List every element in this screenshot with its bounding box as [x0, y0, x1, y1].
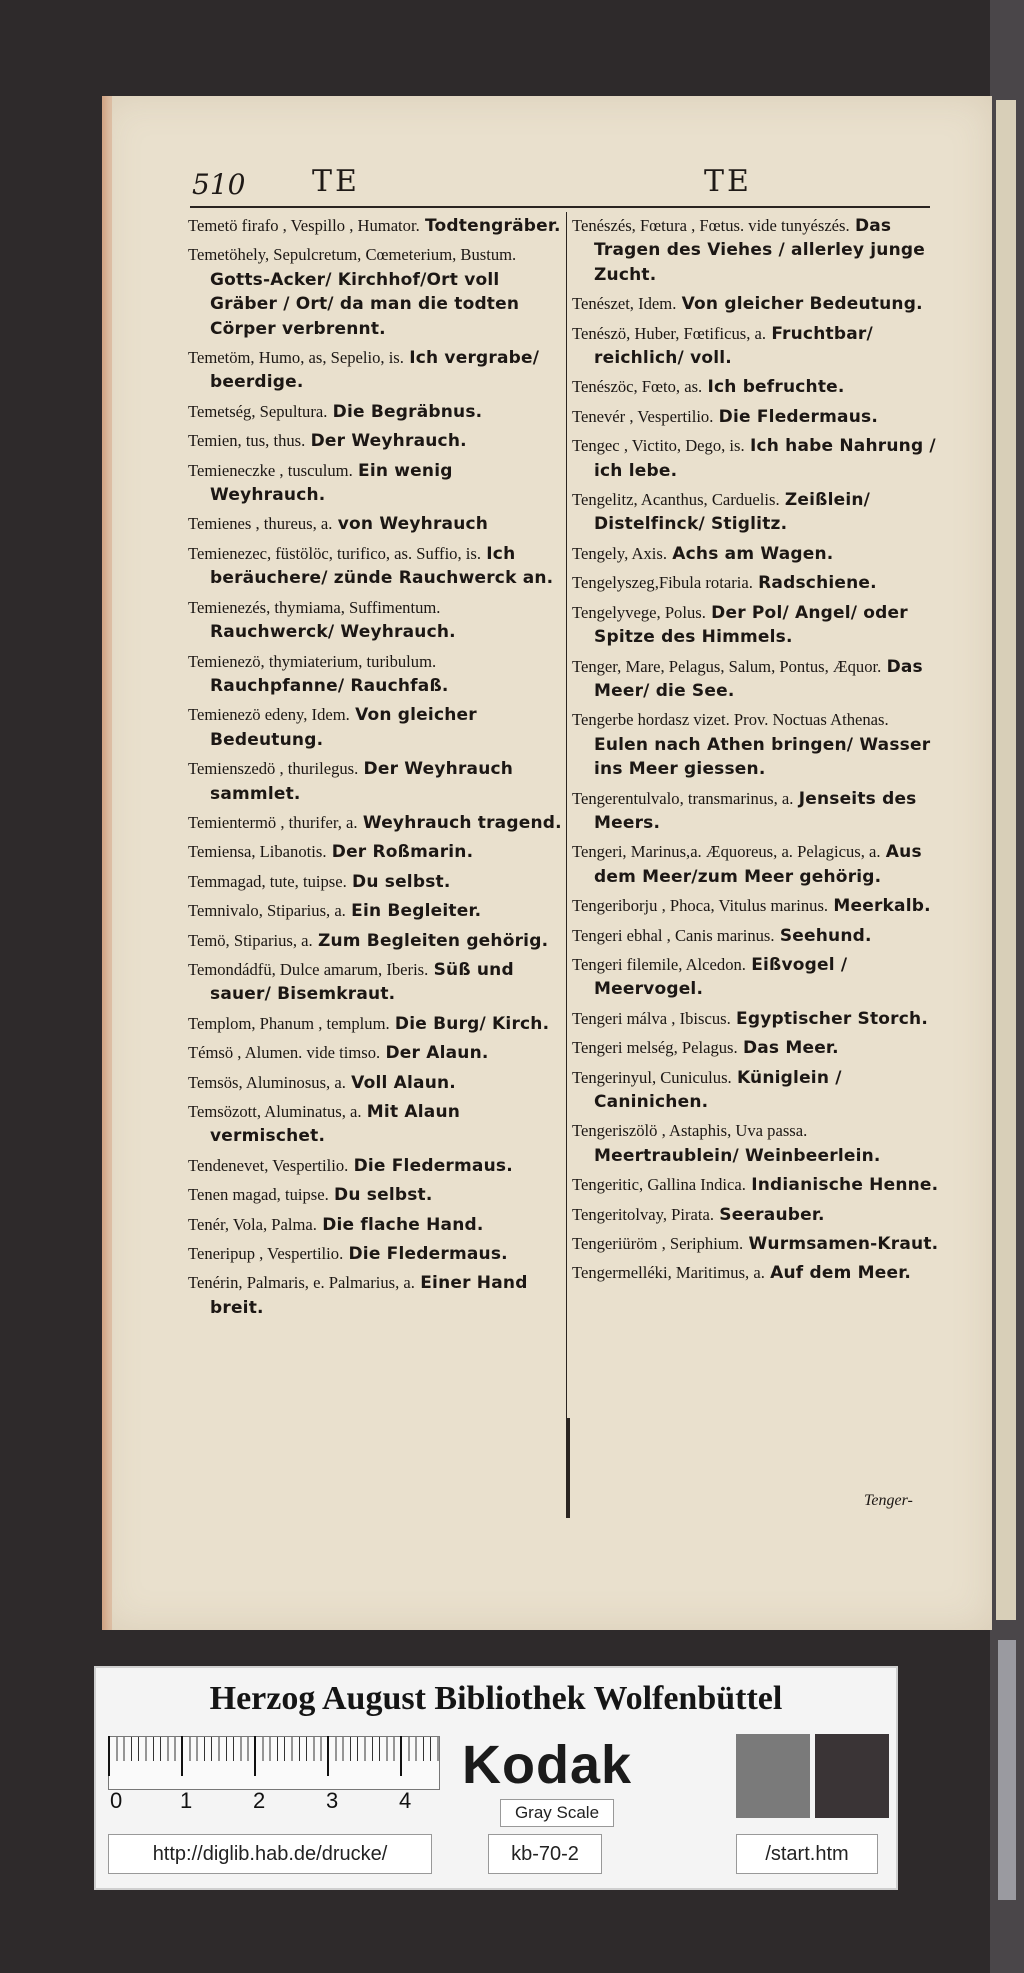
entry-german: Rauchwerck/ Weyhrauch. — [210, 622, 456, 643]
entry-latin: Temienezö edeny, Idem. — [188, 705, 350, 725]
dictionary-entry — [188, 650, 564, 699]
entry-latin: Témsö , Alumen. vide timso. — [188, 1043, 381, 1063]
entry-latin: Temetöm, Humo, as, Sepelio, is. — [188, 348, 404, 368]
entry-latin: Temetség, Sepultura. — [188, 401, 328, 421]
entry-latin: Tenevér , Vespertilio. — [572, 406, 714, 426]
dictionary-entry — [572, 375, 942, 399]
entry-latin: Temienszedö , thurilegus. — [188, 759, 359, 779]
entry-german: Ich vergrabe/ beerdige. — [210, 348, 540, 393]
entry-latin: Temsös, Aluminosus, a. — [188, 1072, 346, 1092]
entry-german: von Weyhrauch — [337, 514, 489, 535]
entry-latin: Tenészet, Idem. — [572, 294, 677, 314]
dictionary-entry — [572, 924, 942, 948]
dictionary-entry — [188, 596, 564, 645]
ruler-major-tick — [400, 1736, 402, 1776]
entry-german: Das Meer/ die See. — [594, 656, 923, 701]
entry-latin: Tenen magad, tuipse. — [188, 1185, 329, 1205]
dictionary-entry — [188, 1041, 564, 1065]
entry-latin: Tengermelléki, Maritimus, a. — [572, 1263, 765, 1283]
entry-latin: Temö, Stiparius, a. — [188, 930, 313, 950]
ruler-label: 2 — [253, 1788, 266, 1813]
entry-german: Ein Begleiter. — [351, 901, 482, 922]
entry-german: Die Fledermaus. — [348, 1244, 508, 1265]
dictionary-entry — [188, 811, 564, 835]
dictionary-entry — [188, 429, 564, 453]
entry-german: Der Pol/ Angel/ oder Spitze des Himmels. — [594, 602, 908, 648]
entry-latin: Tengerentulvalo, transmarinus, a. — [572, 788, 794, 808]
dictionary-entry — [188, 1242, 564, 1266]
entry-german: Eißvogel / Meervogel. — [594, 954, 848, 1000]
ruler-frame — [108, 1736, 440, 1790]
ruler-label: 0 — [110, 1788, 123, 1813]
dictionary-entry — [188, 400, 564, 424]
catchword: Tenger- — [864, 1492, 913, 1509]
ruler-ticks — [109, 1737, 439, 1761]
entry-latin: Tengeritolvay, Pirata. — [572, 1204, 714, 1224]
entry-german: Aus dem Meer/zum Meer gehörig. — [594, 842, 922, 887]
dictionary-entry — [572, 322, 942, 371]
entry-german: Voll Alaun. — [351, 1072, 456, 1093]
entry-latin: Tendenevet, Vespertilio. — [188, 1155, 349, 1175]
entry-german: Auf dem Meer. — [770, 1263, 912, 1284]
ruler-major-tick — [108, 1736, 110, 1776]
right-column — [572, 214, 942, 1291]
entry-latin: Temiensa, Libanotis. — [188, 842, 327, 862]
entry-latin: Temsözott, Aluminatus, a. — [188, 1102, 362, 1121]
entry-latin: Tenér, Vola, Palma. — [188, 1214, 317, 1234]
entry-latin: Tengelyvege, Polus. — [572, 602, 706, 622]
kodak-logo: Kodak — [462, 1735, 633, 1795]
dictionary-entry — [572, 214, 942, 287]
entry-german: Gotts-Acker/ Kirchhof/Ort voll Gräber / Ort/ da man die todten Cörper verbrennt. — [210, 269, 520, 339]
entry-german: Von gleicher Bedeutung. — [681, 294, 923, 315]
entry-latin: Tengelyszeg,Fibula rotaria. — [572, 573, 753, 593]
entry-german: Achs am Wagen. — [672, 543, 834, 564]
entry-german: Die Fledermaus. — [353, 1155, 513, 1176]
entry-german: Radschiene. — [758, 573, 877, 594]
entry-latin: Temetö firafo , Vespillo , Humator. — [188, 216, 420, 235]
library-title: Herzog August Bibliothek Wolfenbüttel — [209, 1680, 783, 1717]
dictionary-entry — [572, 1066, 942, 1115]
entry-german: Mit Alaun vermischet. — [210, 1102, 461, 1147]
shelfmark-label: kb-70-2 — [488, 1834, 602, 1874]
entry-german: Die Burg/ Kirch. — [394, 1013, 550, 1034]
entry-latin: Tengeri filemile, Alcedon. — [572, 954, 746, 974]
entry-german: Meerkalb. — [833, 896, 931, 917]
column-divider — [566, 212, 568, 1517]
entry-german: Egyptischer Storch. — [736, 1008, 929, 1029]
source-url-link[interactable]: http://diglib.hab.de/drucke/ — [108, 1834, 432, 1874]
entry-german: Die flache Hand. — [322, 1214, 484, 1235]
entry-german: Seerauber. — [719, 1204, 825, 1225]
entry-latin: Tenészöc, Fœto, as. — [572, 377, 703, 397]
entry-german: Die Fledermaus. — [718, 406, 878, 427]
dictionary-entry — [188, 214, 564, 238]
column-divider-heavy — [566, 1418, 570, 1518]
dictionary-entry — [188, 958, 564, 1007]
entry-german: Eulen nach Athen bringen/ Wasser ins Meer giessen. — [594, 734, 931, 780]
entry-latin: Temienezés, thymiama, Suffimentum. — [188, 597, 441, 617]
dictionary-entry — [572, 405, 942, 429]
library-banner — [94, 1666, 898, 1890]
entry-german: Fruchtbar/ reichlich/ voll. — [594, 323, 873, 369]
ruler-label: 1 — [180, 1788, 193, 1813]
dictionary-entry — [188, 1154, 564, 1178]
entry-german: Der Roßmarin. — [331, 842, 474, 863]
entry-latin: Tenészés, Fœtura , Fœtus. vide tunyészés. — [572, 216, 850, 235]
dictionary-entry — [188, 703, 564, 752]
dictionary-entry — [188, 512, 564, 536]
entry-latin: Teneripup , Vespertilio. — [188, 1244, 344, 1264]
page-header — [190, 160, 930, 210]
scale-ruler — [108, 1736, 438, 1812]
entry-latin: Tenérin, Palmaris, e. Palmarius, a. — [188, 1273, 415, 1293]
ruler-major-tick — [327, 1736, 329, 1776]
dictionary-entry — [188, 1012, 564, 1036]
dictionary-entry — [188, 542, 564, 591]
entry-german: Ich habe Nahrung / ich lebe. — [594, 436, 936, 481]
dictionary-entry — [572, 292, 942, 316]
dictionary-entry — [188, 840, 564, 864]
dictionary-entry — [572, 953, 942, 1002]
dictionary-entry — [188, 1100, 564, 1149]
dictionary-entry — [572, 1261, 942, 1285]
entry-latin: Tengerinyul, Cuniculus. — [572, 1067, 732, 1087]
dictionary-entry — [188, 1271, 564, 1320]
dictionary-entry — [572, 488, 942, 537]
adjacent-page-sliver — [996, 100, 1016, 1620]
dictionary-entry — [572, 840, 942, 889]
entry-german: Zeißlein/ Distelfinck/ Stiglitz. — [594, 490, 871, 535]
dictionary-entry — [572, 1119, 942, 1168]
dictionary-entry — [188, 346, 564, 395]
gray-scale-label: Gray Scale — [500, 1799, 614, 1827]
gray-swatch-mid — [736, 1734, 810, 1818]
dictionary-entry — [572, 1173, 942, 1197]
entry-german: Todtengräber. — [425, 216, 561, 236]
entry-latin: Tengeri málva , Ibiscus. — [572, 1008, 731, 1028]
entry-german: Du selbst. — [352, 871, 451, 892]
entry-latin: Temienezö, thymiaterium, turibulum. — [188, 651, 437, 671]
dictionary-entry — [188, 899, 564, 923]
entry-latin: Temientermö , thurifer, a. — [188, 812, 358, 832]
entry-latin: Tengerbe hordasz vizet. Prov. Noctuas Athenas. — [572, 710, 889, 730]
ruler-major-tick — [254, 1736, 256, 1776]
entry-latin: Tengeriüröm , Seriphium. — [572, 1234, 744, 1254]
entry-latin: Tengely, Axis. — [572, 543, 668, 563]
entry-latin: Templom, Phanum , templum. — [188, 1013, 390, 1033]
page-gutter-edge — [102, 96, 112, 1630]
entry-latin: Tenészö, Huber, Fœtificus, a. — [572, 323, 767, 343]
entry-latin: Temienezec, füstölöc, turifico, as. Suffio, is. — [188, 543, 481, 563]
gray-swatch-dark — [815, 1734, 889, 1818]
dictionary-entry — [188, 929, 564, 953]
dictionary-entry — [572, 894, 942, 918]
entry-german: Meertraublein/ Weinbeerlein. — [594, 1145, 881, 1166]
entry-german: Küniglein / Caninichen. — [594, 1067, 842, 1112]
dictionary-entry — [572, 1007, 942, 1031]
ruler-label: 3 — [326, 1788, 339, 1813]
entry-german: Weyhrauch tragend. — [362, 812, 562, 833]
entry-latin: Temondádfü, Dulce amarum, Iberis. — [188, 959, 429, 979]
ruler-label: 4 — [399, 1788, 412, 1813]
start-page-link[interactable]: /start.htm — [736, 1834, 878, 1874]
dictionary-entry — [188, 1183, 564, 1207]
background-right-edge — [990, 0, 1024, 1973]
dictionary-entry — [188, 757, 564, 806]
entry-latin: Tengeri ebhal , Canis marinus. — [572, 925, 775, 945]
entry-latin: Tenger, Mare, Pelagus, Salum, Pontus, Æquor. — [572, 656, 882, 676]
dictionary-entry — [572, 708, 942, 781]
entry-german: Das Tragen des Viehes / allerley junge Zucht. — [594, 216, 925, 285]
entry-german: Du selbst. — [334, 1185, 433, 1206]
left-column — [188, 214, 564, 1325]
dictionary-entry — [572, 601, 942, 650]
dictionary-entry — [188, 243, 564, 341]
page-number: 510 — [192, 168, 246, 201]
entry-latin: Temnivalo, Stiparius, a. — [188, 901, 346, 921]
ruler-major-tick — [181, 1736, 183, 1776]
entry-latin: Temien, tus, thus. — [188, 431, 306, 451]
dictionary-entry — [188, 1071, 564, 1095]
header-rule — [190, 206, 930, 208]
entry-german: Seehund. — [779, 925, 872, 946]
dictionary-entry — [188, 870, 564, 894]
entry-german: Wurmsamen-Kraut. — [748, 1234, 939, 1255]
dictionary-entry — [572, 542, 942, 566]
entry-german: Jenseits des Meers. — [594, 788, 917, 833]
dictionary-entry — [572, 787, 942, 836]
entry-german: Der Weyhrauch sammlet. — [210, 759, 514, 804]
entry-german: Süß und sauer/ Bisemkraut. — [210, 959, 514, 1005]
dictionary-entry — [572, 1036, 942, 1060]
dictionary-entry — [572, 571, 942, 595]
entry-latin: Tengelitz, Acanthus, Carduelis. — [572, 490, 780, 510]
entry-german: Ein wenig Weyhrauch. — [210, 460, 453, 506]
dictionary-entry — [572, 434, 942, 483]
entry-german: Der Alaun. — [385, 1043, 489, 1064]
dictionary-entry — [188, 459, 564, 508]
entry-latin: Temetöhely, Sepulcretum, Cœmeterium, Bustum. — [188, 245, 517, 265]
entry-german: Zum Begleiten gehörig. — [317, 930, 549, 951]
entry-latin: Tengeri melség, Pelagus. — [572, 1038, 738, 1058]
dictionary-entry — [572, 1232, 942, 1256]
dictionary-entry — [188, 1213, 564, 1237]
entry-latin: Tengec , Victito, Dego, is. — [572, 436, 745, 456]
entry-german: Ich beräuchere/ zünde Rauchwerck an. — [210, 543, 554, 589]
entry-latin: Tengeriborju , Phoca, Vitulus marinus. — [572, 896, 829, 916]
dictionary-entry — [572, 1203, 942, 1227]
entry-german: Das Meer. — [742, 1038, 839, 1059]
entry-german: Die Begräbnus. — [332, 401, 483, 422]
entry-german: Rauchpfanne/ Rauchfaß. — [210, 675, 449, 696]
entry-latin: Tengeriszölö , Astaphis, Uva passa. — [572, 1121, 808, 1141]
running-head-right: TE — [704, 164, 752, 199]
entry-latin: Tengeritic, Gallina Indica. — [572, 1175, 746, 1195]
adjacent-card-sliver — [998, 1640, 1016, 1900]
entry-german: Der Weyhrauch. — [310, 431, 467, 452]
entry-german: Ich befruchte. — [707, 377, 845, 398]
entry-latin: Temmagad, tute, tuipse. — [188, 871, 347, 891]
entry-german: Einer Hand breit. — [210, 1273, 528, 1318]
entry-german: Von gleicher Bedeutung. — [210, 705, 477, 750]
entry-latin: Temienes , thureus, a. — [188, 514, 333, 534]
entry-latin: Tengeri, Marinus,a. Æquoreus, a. Pelagicus, a. — [572, 842, 881, 862]
entry-german: Indianische Henne. — [751, 1175, 939, 1196]
running-head-left: TE — [312, 164, 360, 199]
entry-latin: Temieneczke , tusculum. — [188, 460, 353, 480]
dictionary-entry — [572, 655, 942, 704]
